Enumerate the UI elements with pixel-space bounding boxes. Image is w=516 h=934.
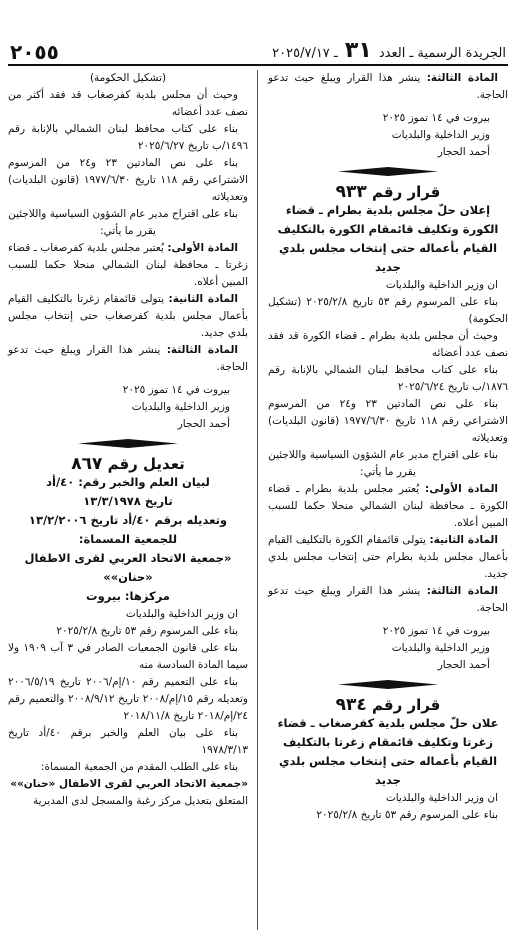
amendment-heading: للجمعية المسماة: [78, 532, 178, 546]
article-paragraph: المادة الثانية: يتولى قائمقام الكورة بالتكليف القيام بأعمال مجلس بلدية بطرام حتى إنتخاب مجلس بلدي جديد. [268, 534, 508, 580]
body-paragraph: بناء على كتاب محافظ لبنان الشمالي بالإنابة رقم ١٨٧٦/ب تاريخ ٢٠٢٥/٦/٢٤ [268, 364, 508, 393]
signature-name: أحمد الحجار [177, 418, 230, 430]
body-paragraph: بناء على الطلب المقدم من الجمعية المسماة: [40, 761, 238, 773]
body-paragraph: ان وزير الداخلية والبلديات [125, 608, 238, 620]
body-paragraph: وحيث أن مجلس بلدية بطرام ـ قضاء الكورة قد فقد نصف عدد أعضائه [268, 330, 508, 359]
decides-line: يقرر ما يأتي: [360, 466, 416, 478]
article-paragraph: المادة الثالثة: ينشر هذا القرار ويبلغ حيث تدعو الحاجة. [268, 585, 508, 614]
association-name: «جمعية الاتحاد العربي لقرى الاطفال «حنان»» [24, 551, 232, 584]
issue-number: ٣١ [344, 38, 372, 63]
body-paragraph: المتعلق بتعديل مركز رغبة والمسجل لدى المديرية [32, 795, 248, 807]
signature-place: بيروت في ١٤ تموز ٢٠٢٥ [382, 625, 490, 637]
issue-date: ـ ٢٠٢٥/٧/١٧ [272, 46, 338, 61]
body-paragraph: بناء على قانون الجمعيات الصادر في ٣ آب ١٩٠٩ ولا سيما المادة السادسة منه [8, 642, 248, 671]
body-paragraph: بناء على اقتراح مدير عام الشؤون السياسية واللاجئين [8, 208, 238, 220]
amendment-heading: وتعديله برقم ٤٠/أد تاريخ ١٣/٢/٢٠٠٦ [28, 513, 228, 527]
left-column [8, 70, 248, 810]
signature-role: وزير الداخلية والبلديات [391, 129, 490, 141]
body-paragraph: بناء على كتاب محافظ لبنان الشمالي بالإنابة رقم ١٤٩٦/ب تاريخ ٢٠٢٥/٦/٢٧ [8, 123, 248, 152]
article-paragraph: المادة الثانية: يتولى قائمقام زغرتا بالتكليف القيام بأعمال مجلس بلدية كفرصغاب حتى إنتخاب مجلس بلدي جديد. [8, 293, 248, 339]
signature-name: أحمد الحجار [437, 659, 490, 671]
amendment-heading: لبيان العلم والخبر رقم: ٤٠/أد [46, 475, 210, 489]
article-paragraph: المادة الثالثة: ينشر هذا القرار ويبلغ حيث تدعو الحاجة. [8, 344, 248, 373]
body-paragraph: (تشكيل الحكومة) [89, 72, 167, 84]
body-paragraph: بناء على المرسوم رقم ٥٣ تاريخ ٢٠٢٥/٢/٨ [56, 625, 238, 637]
column-divider [257, 70, 258, 930]
association-seat: مركزها: بيروت [86, 589, 170, 603]
body-paragraph: وحيث أن مجلس بلدية كفرصغاب قد فقد أكثر من نصف عدد أعضائه [8, 89, 248, 118]
decision-subject: إعلان حلّ مجلس بلدية بطرام ـ قضاء الكورة وتكليف قائمقام الكورة بالتكليف القيام بأعماله حتى إنتخاب مجلس بلدي جديد [277, 203, 499, 274]
header-rule [8, 64, 508, 66]
decision-subject: علان حلّ مجلس بلدية كفرصغاب ـ قضاء زغرتا وتكليف قائمقام زغرتا بالتكليف القيام بأعماله حتى إنتخاب مجلس بلدي جديد [277, 716, 499, 787]
body-paragraph: بناء على المرسوم رقم ٥٣ تاريخ ٢٠٢٥/٢/٨ [316, 809, 498, 821]
journal-title [272, 38, 506, 63]
body-paragraph: بناء على بيان العلم والخبر برقم ٤٠/أد تاريخ ١٩٧٨/٣/١٣ [8, 727, 248, 756]
signature-name: أحمد الحجار [437, 146, 490, 158]
amendment-heading: تاريخ ١٣/٣/١٩٧٨ [83, 494, 173, 508]
signature-role: وزير الداخلية والبلديات [391, 642, 490, 654]
body-paragraph: بناء على المرسوم رقم ٥٣ تاريخ ٢٠٢٥/٢/٨ (تشكيل الحكومة) [268, 296, 508, 325]
journal-name: الجريدة الرسمية ـ العدد [378, 46, 506, 61]
decision-title: قرار رقم ٩٣٤ [335, 695, 441, 715]
page-number: ٢٠٥٥ [10, 40, 59, 64]
article-paragraph: المادة الأولى: يُعتبر مجلس بلدية بطرام ـ قضاء الكورة ـ محافظة لبنان الشمالي منحلا حكما للسبب المبين أعلاه. [268, 483, 508, 529]
signature-role: وزير الداخلية والبلديات [131, 401, 230, 413]
association-name: «جمعية الاتحاد العربي لقرى الاطفال «حنان»» [10, 778, 248, 790]
body-paragraph: بناء على التعميم رقم ١٠/إم/٢٠٠٦ تاريخ ٢٠٠٦/٥/١٩ وتعديله رقم ١٥/إم/٢٠٠٨ تاريخ ٢٠٠٨/٩/١٢ والتعميم رقم ٢٤/إم/٢٠١٨ تاريخ ٢٠١٨/١١/٨ [8, 676, 248, 722]
article-paragraph: المادة الأولى: يُعتبر مجلس بلدية كفرصغاب ـ قضاء زغرتا ـ محافظة لبنان الشمالي منحلا حكما للسبب المبين أعلاه. [8, 242, 248, 288]
decides-line: يقرر ما يأتي: [100, 225, 156, 237]
section-divider [78, 439, 178, 448]
signature-place: بيروت في ١٤ تموز ٢٠٢٥ [122, 384, 230, 396]
page-header [0, 0, 516, 62]
body-paragraph: ان وزير الداخلية والبلديات [385, 792, 498, 804]
section-divider [338, 680, 438, 689]
amendment-title: تعديل رقم ٨٦٧ [71, 454, 185, 474]
body-paragraph: بناء على نص المادتين ٢٣ و٢٤ من المرسوم الاشتراعي رقم ١١٨ تاريخ ١٩٧٧/٦/٣٠ (قانون البلديات) وتعديلاته [8, 157, 248, 203]
body-paragraph: ان وزير الداخلية والبلديات [385, 279, 498, 291]
right-column [268, 70, 508, 824]
article-paragraph: المادة الثالثة: ينشر هذا القرار ويبلغ حيث تدعو الحاجة. [268, 72, 508, 101]
body-paragraph: بناء على نص المادتين ٢٣ و٢٤ من المرسوم الاشتراعي رقم ١١٨ تاريخ ١٩٧٧/٦/٣٠ (قانون البلديات) وتعديلاته [268, 398, 508, 444]
signature-place: بيروت في ١٤ تموز ٢٠٢٥ [382, 112, 490, 124]
section-divider [338, 167, 438, 176]
body-paragraph: بناء على اقتراح مدير عام الشؤون السياسية واللاجئين [268, 449, 498, 461]
decision-title: قرار رقم ٩٣٣ [335, 182, 441, 202]
